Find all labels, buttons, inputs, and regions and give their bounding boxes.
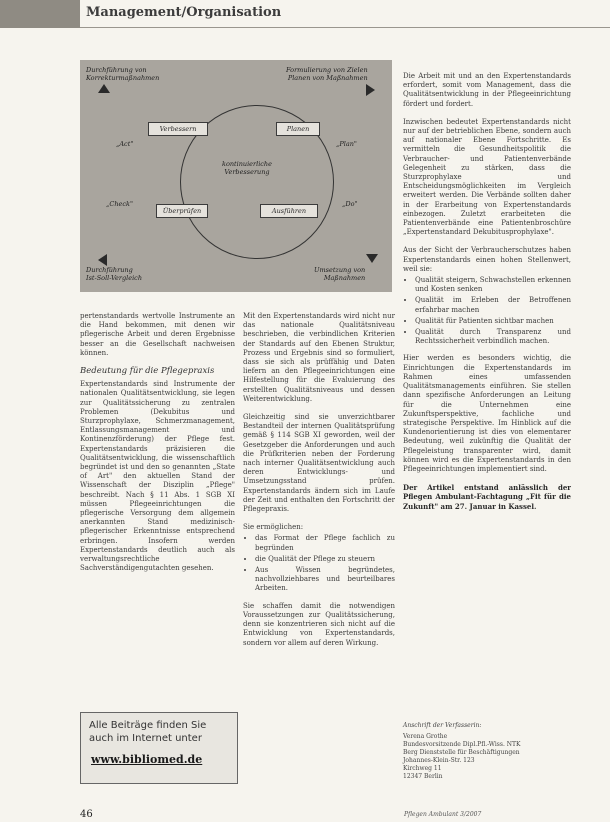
address-line: Bundesvorsitzende Dipl.Pfl.-Wiss. NTK [403,741,521,748]
author-address [403,722,573,781]
col3-paragraph-3: Aus der Sicht der Verbraucherschutzes haben Expertenstandards einen hohen Stellenwert, weil sie: [403,246,571,273]
address-line: Verena Grothe [403,733,448,740]
col1-heading: Bedeutung für die Pflegepraxis [80,366,215,377]
list-item: • Aus Wissen begründetes, nachvollziehbares und beurteilbares Arbeiten. [255,566,395,594]
list-item: • die Qualität der Pflege zu steuern [255,555,395,564]
header-rule [80,27,610,28]
promo-link[interactable]: www.bibliomed.de [91,753,203,766]
arrow-down-icon [366,254,378,263]
address-line: Johannes-Klein-Str. 123 [403,757,475,764]
col3-paragraph-1: Die Arbeit mit und an den Expertenstandards erfordert, somit vom Management, dass die Qualitätsentwicklung in der Pflegeeinrichtung fördert und fordert. [403,72,571,108]
column-3 [403,72,571,520]
page-header [0,0,610,28]
column-2 [243,312,395,657]
address-line: Kirchweg 11 [403,765,442,772]
list-item: • Qualität steigern, Schwachstellen erkennen und Kosten senken [415,276,571,294]
list-item: • Qualität im Erleben der Betroffenen erfahrbar machen [415,296,571,314]
arrow-up-icon [98,84,110,93]
col1-paragraph-1: pertenstandards wertvolle Instrumente an die Hand bekommen, mit denen wir pflegerische Arbeit und deren Ergebnisse besser an die Gesellschaft nachweisen können. [80,312,235,357]
col2-paragraph-1: Mit den Expertenstandards wird nicht nur das nationale Qualitätsniveau beschrieben, die verbindlichen Kriterien der Standards auf den Ebenen Struktur, Prozess und Ergebnis sind so formuliert, dass sie sich als prüffähig und Daten liefern an den Pflegeeinrichtungen eine Hilfestellung für die Evaluierung des erstellten Qualitätsniveaus und dessen Weiterentwicklung. [243,312,395,403]
address-label: Anschrift der Verfasserin: [403,722,482,729]
promo-text: Alle Beiträge finden Sie auch im Internet unter [89,720,207,744]
pdca-figure [80,60,392,292]
label-top-left: Durchführung von Korrekturmaßnahmen [86,66,160,82]
box-verbessern: Verbessern [148,122,208,136]
journal-footer: Pflegen Ambulant 3/2007 [404,811,482,818]
article-note: Der Artikel entstand anlässlich der Pflegen Ambulant-Fachtagung „Fit für die Zukunft" am 27. Januar in Kassel. [403,483,571,511]
list-item: • Qualität durch Transparenz und Rechtssicherheit verbindlich machen. [415,328,571,346]
label-top-right: Formulierung von Zielen Planen von Maßnahmen [286,66,368,82]
col2-list [243,534,395,593]
col1-paragraph-2: Expertenstandards sind Instrumente der nationalen Qualitätsentwicklung, sie legen zur Qualitätssicherung zu zentralen Problemen (Dekubitus und Sturzprophylaxe, Schmerzmanagement, Entlassungsmanagement und Kontinenzförderung) der Pflege fest. Expertenstandards präzisieren die Qualitätsentwicklung, die wissenschaftlich begründet ist und den so genannten „State of Art" den aktuellen Stand der Wissenschaft der Disziplin „Pflege" beschreibt. Nach § 11 Abs. 1 SGB XI müssen Pflegeeinrichtungen die pflegerische Versorgung dem allgemein anerkannten Stand medizinisch-pflegerischer Erkenntnisse entsprechend erbringen. Insofern werden Expertenstandards deutlich auch als verwaltungsrechtliche Sachverständigengutachten gesehen. [80,380,235,573]
arrow-right-icon [366,84,375,96]
column-1 [80,312,235,582]
box-ueberpruefen: Überprüfen [156,204,208,218]
col2-paragraph-2: Gleichzeitig sind sie unverzichtbarer Bestandteil der internen Qualitätsprüfung gemäß § 114 SGB XI geworden, weil der Gesetzgeber die Anforderungen und auch die Prüfkriterien neben der Forderung nach interner Qualitätsentwicklung auch deren Entwicklungs- und Umsetzungsstand prüfen. Expertenstandards ändern sich im Laufe der Zeit und enthalten den Fortschritt der Pflegepraxis. [243,413,395,514]
address-line: 12347 Berlin [403,773,443,780]
label-center: kontinuierliche Verbesserung [222,160,272,176]
label-do: „Do" [342,200,358,208]
section-title: Management/Organisation [86,5,282,20]
col2-list-intro: Sie ermöglichen: [243,523,304,532]
label-plan: „Plan" [336,140,357,148]
page-number: 46 [80,809,93,820]
col3-paragraph-2: Inzwischen bedeutet Expertenstandards nicht nur auf der betrieblichen Ebene, sondern auch auf nationaler Ebene Fortschritte. Es vermitteln die Gesundheitspolitik die Verbraucher- und Patientenverbände Gelegenheit zu stärken, dass die Sturzprophylaxe und Entscheidungsmöglichkeiten im Vergleich erweitert werden. Die Verbände sollten daher in der Erarbeitung von Expertenstandards einbezogen. Zuletzt erarbeiteten die Patientenverbände eine Patientenbroschüre „Expertenstandard Dekubitusprophylaxe". [403,117,571,237]
list-item: • Qualität für Patienten sichtbar machen [415,317,571,326]
label-check: „Check" [106,200,133,208]
header-block [0,0,80,28]
label-bottom-left: Durchführung Ist-Soll-Vergleich [86,266,143,282]
list-item: • das Format der Pflege fachlich zu begründen [255,534,395,552]
col3-list [403,276,571,346]
col3-paragraph-4: Hier werden es besonders wichtig, die Einrichtungen die Expertenstandards im Rahmen eines umfassenden Qualitätsmanagements einführen. Sie stellen dann spezifische Anforderungen an Leitung für die Unternehmen eine Zukunftsperspektive, fachliche und strategische Perspektive. Im Hinblick auf die Kundenorientierung ist dies von elementarer Bedeutung, weil zukünftig die Qualität der Pflegeleistung transparenter wird, damit können wird es die Expertenstandards in den Pflegeeinrichtungen implementiert sind. [403,354,571,473]
label-act: „Act" [116,140,134,148]
box-ausfuehren: Ausführen [260,204,318,218]
online-promo-box [80,712,238,784]
arrow-left-icon [98,254,107,266]
label-bottom-right: Umsetzung von Maßnahmen [314,266,366,282]
col2-paragraph-3: Sie schaffen damit die notwendigen Voraussetzungen zur Qualitätssicherung, denn sie konzentrieren sich nicht auf die Entwicklung von Expertenstandards, sondern vor allem auf deren Wirkung. [243,601,395,647]
box-planen: Planen [276,122,320,136]
address-line: Berg Dienststelle für Beschäftigungen [403,749,520,756]
